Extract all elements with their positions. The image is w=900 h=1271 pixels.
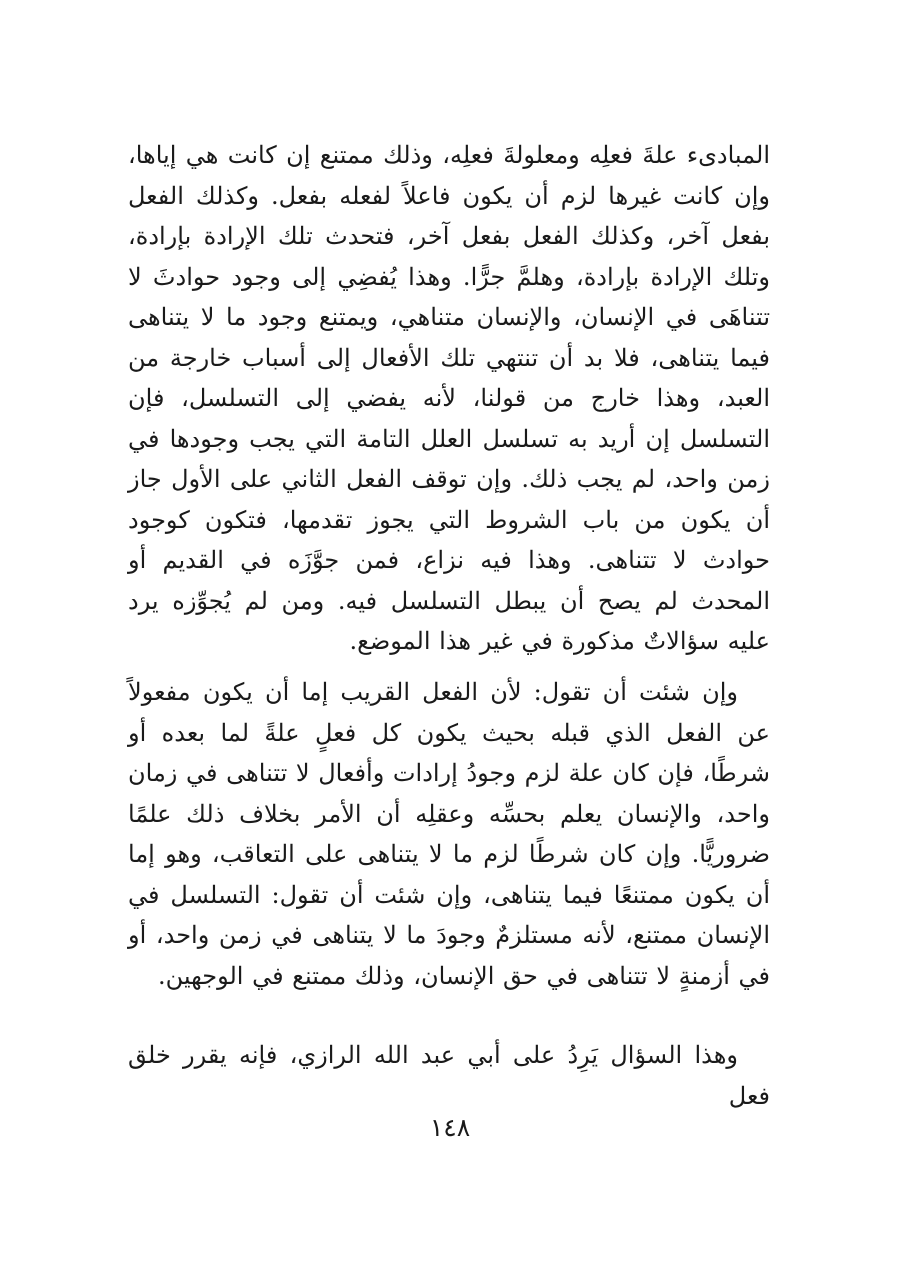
paragraph-1 <box>128 135 770 662</box>
paragraph-2-text: وإن شئت أن تقول: لأن الفعل القريب إما أن يكون مفعولاً عن الفعل الذي قبله بحيث يكون كل فعلٍ علةً لما بعده أو شرطًا، فإن كان علة لزم وجودُ إرادات وأفعال لا تتناهى في زمان واحد، والإنسان يعلم بحسِّه وعقلِه أن الأمر بخلاف ذلك علمًا ضروريًّا. وإن كان شرطًا لزم ما لا يتناهى على التعاقب، وهو إما أن يكون ممتنعًا فيما يتناهى، وإن شئت أن تقول: التسلسل في الإنسان ممتنع، لأنه مستلزمٌ وجودَ ما لا يتناهى في زمن واحد، أو في أزمنةٍ لا تتناهى في حق الإنسان، وذلك ممتنع في الوجهين. <box>128 678 771 990</box>
page-number: ١٤٨ <box>429 1113 471 1142</box>
paragraph-3 <box>128 1035 770 1116</box>
paragraph-2 <box>128 672 770 996</box>
paragraph-3-text: وهذا السؤال يَرِدُ على أبي عبد الله الرازي، فإنه يقرر خلق فعل <box>128 1041 770 1110</box>
paragraph-1-text: المبادىء علةَ فعلِه ومعلولةَ فعلِه، وذلك ممتنع إن كانت هي إياها، وإن كانت غيرها لزم أن يكون فاعلاً لفعله بفعل. وكذلك الفعل بفعل آخر، وكذلك الفعل بفعل آخر، فتحدث تلك الإرادة بإرادة، وتلك الإرادة بإرادة، وهلمَّ جرًّا. وهذا يُفضِي إلى وجود حوادثَ لا تتناهَى في الإنسان، والإنسان متناهي، ويمتنع وجود ما لا يتناهى فيما يتناهى، فلا بد أن تنتهي تلك الأفعال إلى أسباب خارجة من العبد، وهذا خارج من قولنا، لأنه يفضي إلى التسلسل، فإن التسلسل إن أريد به تسلسل العلل التامة التي يجب وجودها في زمن واحد، لم يجب ذلك. وإن توقف الفعل الثاني على الأول جاز أن يكون من باب الشروط التي يجوز تقدمها، فتكون كوجود حوادث لا تتناهى. وهذا فيه نزاع، فمن جوَّزَه في القديم أو المحدث لم يصح أن يبطل التسلسل فيه. ومن لم يُجوِّزه يرد عليه سؤالاتٌ مذكورة في غير هذا الموضع. <box>128 141 770 655</box>
